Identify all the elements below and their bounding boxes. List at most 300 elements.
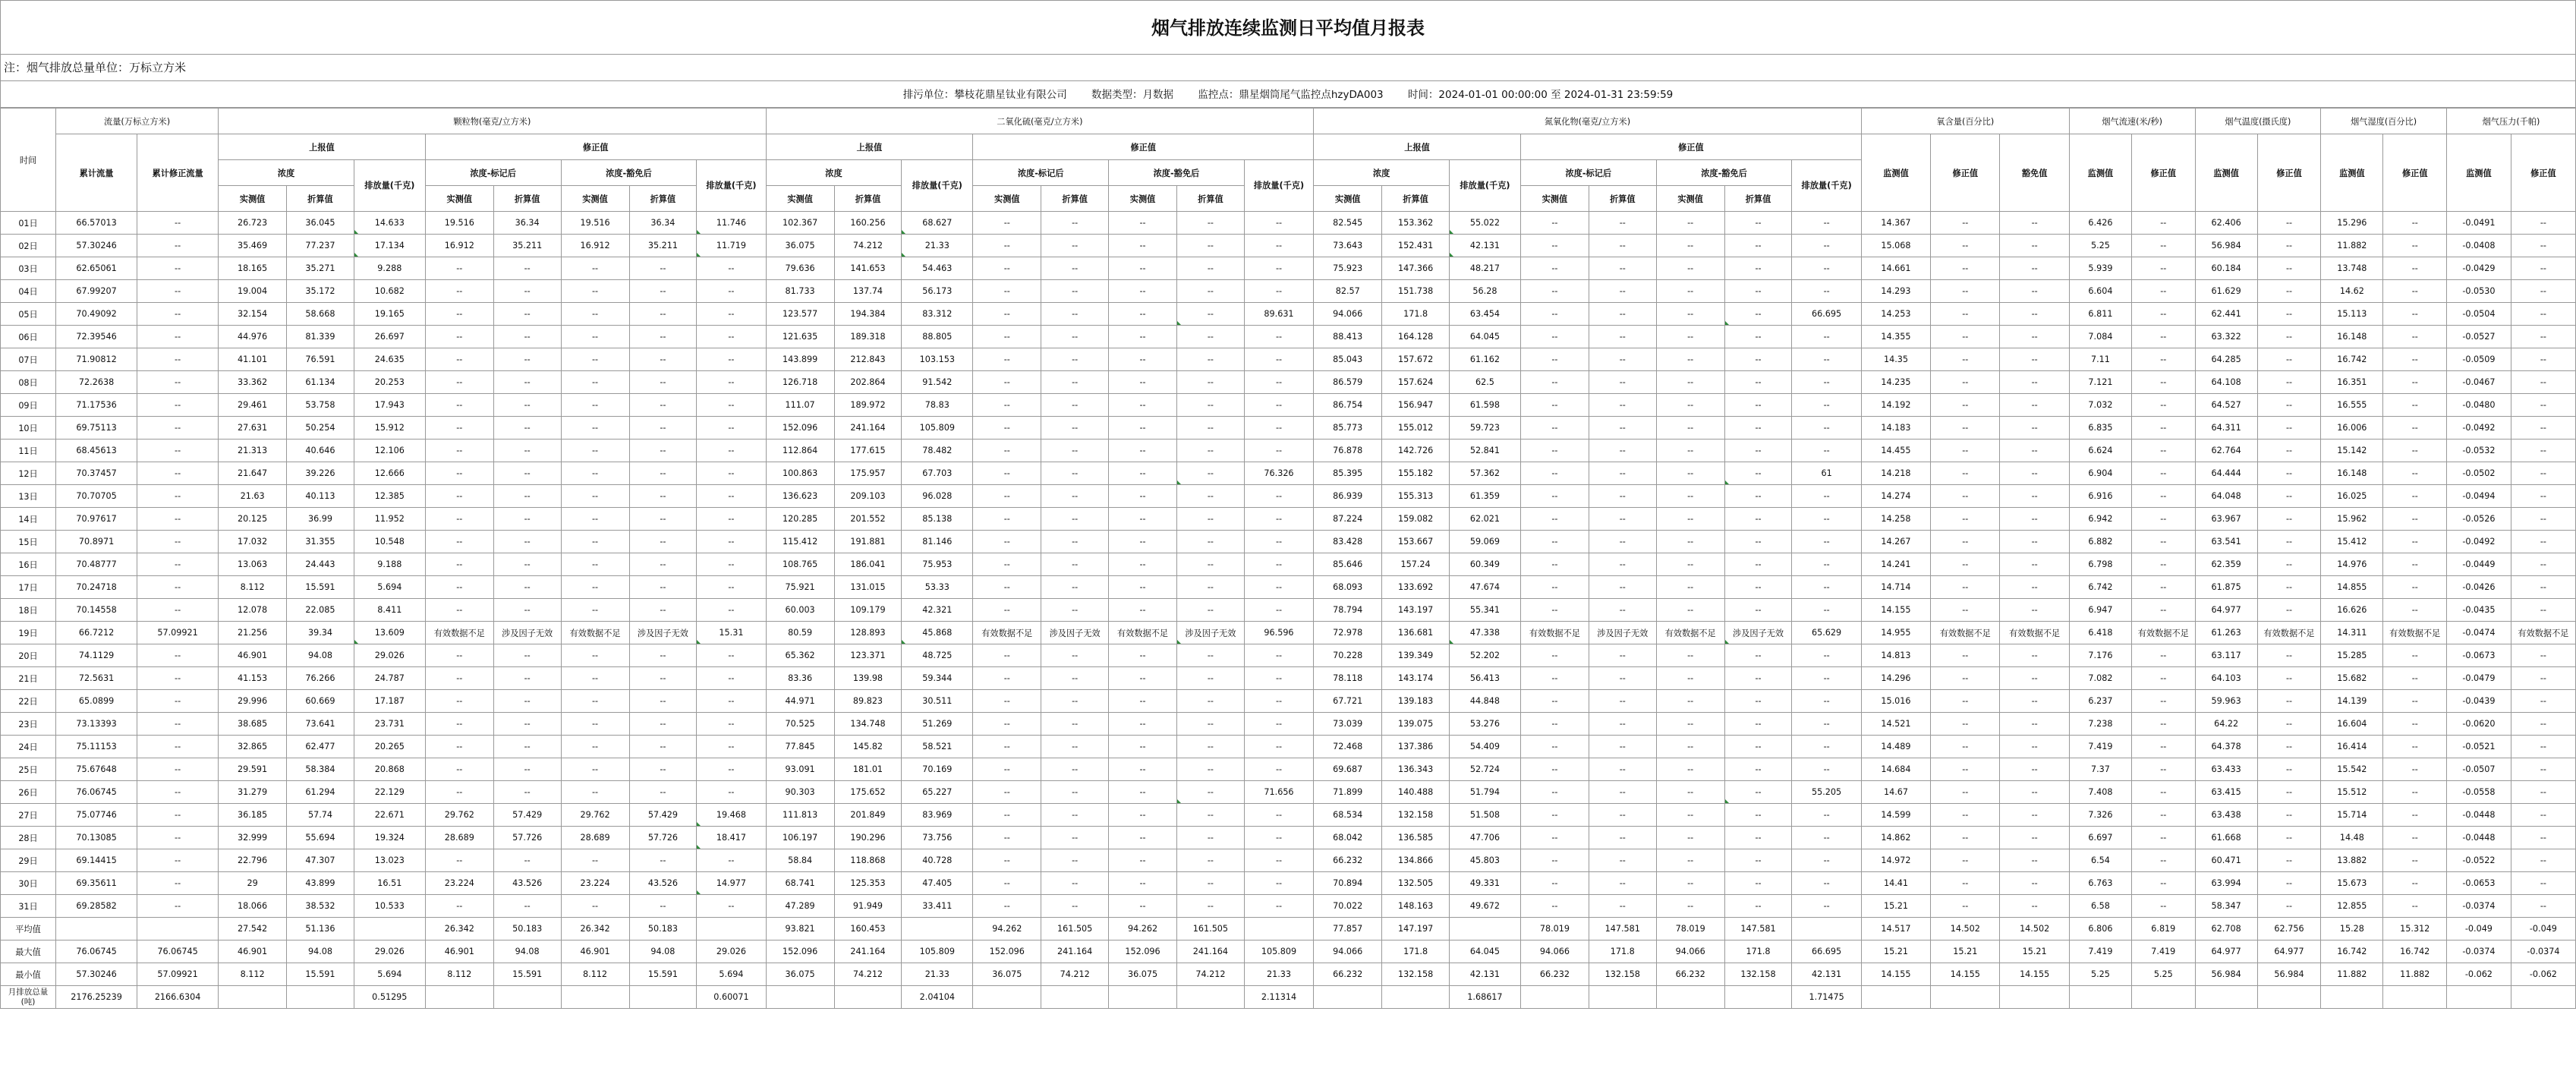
value-cell: 涉及因子无效: [629, 622, 697, 644]
value-cell: --: [1041, 872, 1109, 895]
table-row: [1, 531, 2576, 553]
value-cell: -0.062: [2511, 963, 2575, 986]
value-cell: 74.212: [1177, 963, 1245, 986]
table-row: [1, 872, 2576, 895]
value-cell: --: [1109, 303, 1177, 326]
value-cell: --: [2000, 303, 2069, 326]
value-cell: 57.09921: [137, 963, 219, 986]
value-cell: --: [2257, 895, 2321, 918]
value-cell: 67.721: [1314, 690, 1382, 713]
value-cell: 63.438: [2195, 804, 2257, 827]
value-cell: 44.976: [219, 326, 287, 348]
value-cell: 66.7212: [56, 622, 137, 644]
value-cell: 64.977: [2195, 599, 2257, 622]
value-cell: --: [2000, 713, 2069, 736]
value-cell: 75.11153: [56, 736, 137, 758]
value-cell: --: [561, 644, 629, 667]
value-cell: --: [2511, 644, 2575, 667]
value-cell: --: [973, 713, 1041, 736]
value-cell: --: [2132, 872, 2196, 895]
value-cell: 14.139: [2321, 690, 2383, 713]
value-cell: 14.235: [1861, 371, 1930, 394]
report-info-bar: [0, 80, 2576, 108]
value-cell: 201.849: [834, 804, 902, 827]
value-cell: 11.882: [2321, 963, 2383, 986]
value-cell: --: [561, 849, 629, 872]
value-cell: 60.669: [287, 690, 354, 713]
value-cell: --: [2511, 667, 2575, 690]
value-cell: 24.443: [287, 553, 354, 576]
value-cell: --: [1656, 849, 1724, 872]
value-cell: 171.8: [1589, 940, 1656, 963]
row-label-cell: 25日: [1, 758, 56, 781]
value-cell: 6.882: [2069, 531, 2131, 553]
value-cell: 72.2638: [56, 371, 137, 394]
value-cell: --: [1931, 280, 2000, 303]
value-cell: --: [1041, 348, 1109, 371]
value-cell: 47.307: [287, 849, 354, 872]
value-cell: 64.108: [2195, 371, 2257, 394]
value-cell: 62.021: [1449, 508, 1520, 531]
value-cell: --: [1589, 781, 1656, 804]
header-nox-emission: 排放量(千克): [1449, 160, 1520, 212]
value-cell: --: [1109, 417, 1177, 440]
value-cell: 51.269: [902, 713, 973, 736]
value-cell: --: [1041, 644, 1109, 667]
value-cell: 190.296: [834, 827, 902, 849]
value-cell: 70.169: [902, 758, 973, 781]
value-cell: 20.868: [354, 758, 425, 781]
value-cell: 76.591: [287, 348, 354, 371]
value-cell: 31.355: [287, 531, 354, 553]
value-cell: --: [1244, 849, 1313, 872]
value-cell: --: [2383, 485, 2447, 508]
value-cell: --: [1177, 531, 1245, 553]
value-cell: 136.343: [1382, 758, 1450, 781]
value-cell: 189.972: [834, 394, 902, 417]
header-pm-conc-marked: 浓度-标记后: [425, 160, 561, 186]
value-cell: --: [1589, 713, 1656, 736]
value-cell: 152.431: [1382, 235, 1450, 257]
value-cell: --: [2000, 804, 2069, 827]
header-o2-monitor: 监测值: [1861, 134, 1930, 212]
value-cell: --: [1724, 895, 1792, 918]
value-cell: --: [2257, 303, 2321, 326]
value-cell: 83.428: [1314, 531, 1382, 553]
value-cell: --: [1792, 644, 1861, 667]
value-cell: 61.875: [2195, 576, 2257, 599]
value-cell: 5.939: [2069, 257, 2131, 280]
value-cell: -0.0449: [2447, 553, 2511, 576]
value-cell: 54.463: [902, 257, 973, 280]
value-cell: --: [2257, 599, 2321, 622]
value-cell: --: [1589, 599, 1656, 622]
value-cell: --: [973, 690, 1041, 713]
value-cell: --: [1244, 348, 1313, 371]
value-cell: 147.581: [1589, 918, 1656, 940]
value-cell: --: [561, 280, 629, 303]
value-cell: 62.65061: [56, 257, 137, 280]
value-cell: --: [561, 257, 629, 280]
value-cell: -0.0527: [2447, 326, 2511, 348]
value-cell: --: [697, 690, 766, 713]
value-cell: 94.08: [287, 940, 354, 963]
value-cell: --: [2511, 713, 2575, 736]
value-cell: 62.441: [2195, 303, 2257, 326]
value-cell: --: [1724, 440, 1792, 462]
value-cell: 20.265: [354, 736, 425, 758]
header-humidity-monitor: 监测值: [2321, 134, 2383, 212]
value-cell: --: [1589, 690, 1656, 713]
value-cell: 14.155: [1861, 599, 1930, 622]
value-cell: 14.274: [1861, 485, 1930, 508]
header-time: 时间: [1, 109, 56, 212]
value-cell: --: [2511, 371, 2575, 394]
value-cell: --: [1041, 462, 1109, 485]
value-cell: 7.082: [2069, 667, 2131, 690]
row-label-cell: 21日: [1, 667, 56, 690]
value-cell: --: [1589, 394, 1656, 417]
value-cell: --: [2000, 508, 2069, 531]
value-cell: --: [629, 895, 697, 918]
value-cell: 94.262: [973, 918, 1041, 940]
value-cell: 15.312: [2383, 918, 2447, 940]
value-cell: 61.162: [1449, 348, 1520, 371]
value-cell: --: [2132, 394, 2196, 417]
value-cell: --: [1177, 667, 1245, 690]
value-cell: --: [973, 462, 1041, 485]
value-cell: 91.949: [834, 895, 902, 918]
value-cell: --: [973, 485, 1041, 508]
value-cell: 71.17536: [56, 394, 137, 417]
value-cell: --: [425, 849, 493, 872]
value-cell: --: [1656, 736, 1724, 758]
header-nox-corr-emission: 排放量(千克): [1792, 160, 1861, 212]
value-cell: --: [1589, 371, 1656, 394]
value-cell: 125.353: [834, 872, 902, 895]
value-cell: --: [629, 371, 697, 394]
value-cell: --: [425, 758, 493, 781]
value-cell: 68.093: [1314, 576, 1382, 599]
value-cell: 2166.6304: [137, 986, 219, 1009]
value-cell: --: [1792, 417, 1861, 440]
value-cell: --: [2511, 804, 2575, 827]
value-cell: 60.003: [766, 599, 834, 622]
value-cell: 73.641: [287, 713, 354, 736]
value-cell: 72.39546: [56, 326, 137, 348]
value-cell: --: [629, 758, 697, 781]
value-cell: --: [697, 736, 766, 758]
value-cell: 60.184: [2195, 257, 2257, 280]
value-cell: --: [425, 280, 493, 303]
value-cell: --: [2132, 758, 2196, 781]
value-cell: 186.041: [834, 553, 902, 576]
value-cell: 64.048: [2195, 485, 2257, 508]
value-cell: 35.172: [287, 280, 354, 303]
value-cell: 6.947: [2069, 599, 2131, 622]
value-cell: 15.912: [354, 417, 425, 440]
value-cell: 涉及因子无效: [1177, 622, 1245, 644]
value-cell: 16.912: [561, 235, 629, 257]
value-cell: -0.0492: [2447, 531, 2511, 553]
value-cell: --: [2511, 257, 2575, 280]
value-cell: 55.022: [1449, 212, 1520, 235]
value-cell: --: [2257, 736, 2321, 758]
value-cell: 23.224: [425, 872, 493, 895]
value-cell: --: [2132, 827, 2196, 849]
value-cell: --: [1792, 394, 1861, 417]
value-cell: 152.096: [766, 940, 834, 963]
value-cell: 14.355: [1861, 326, 1930, 348]
value-cell: 14.455: [1861, 440, 1930, 462]
header-nox-corrected: 修正值: [1520, 134, 1861, 160]
value-cell: --: [2383, 736, 2447, 758]
value-cell: 63.967: [2195, 508, 2257, 531]
value-cell: 88.413: [1314, 326, 1382, 348]
value-cell: 66.695: [1792, 940, 1861, 963]
value-cell: 81.339: [287, 326, 354, 348]
value-cell: 134.748: [834, 713, 902, 736]
value-cell: --: [1931, 235, 2000, 257]
value-cell: 136.681: [1382, 622, 1450, 644]
value-cell: 7.419: [2132, 940, 2196, 963]
value-cell: 19.324: [354, 827, 425, 849]
value-cell: 16.912: [425, 235, 493, 257]
header-cum-corr-flow: 累计修正流量: [137, 134, 219, 212]
value-cell: 70.24718: [56, 576, 137, 599]
value-cell: --: [1589, 667, 1656, 690]
value-cell: --: [1177, 348, 1245, 371]
header-pm-corr-emission: 排放量(千克): [697, 160, 766, 212]
value-cell: --: [2511, 781, 2575, 804]
value-cell: 6.237: [2069, 690, 2131, 713]
value-cell: --: [697, 394, 766, 417]
value-cell: --: [1792, 872, 1861, 895]
value-cell: --: [2257, 440, 2321, 462]
value-cell: 73.643: [1314, 235, 1382, 257]
value-cell: --: [137, 553, 219, 576]
value-cell: --: [137, 371, 219, 394]
value-cell: 7.419: [2069, 736, 2131, 758]
value-cell: --: [1109, 235, 1177, 257]
value-cell: 106.197: [766, 827, 834, 849]
value-cell: --: [1177, 576, 1245, 599]
value-cell: 15.285: [2321, 644, 2383, 667]
value-cell: 28.689: [561, 827, 629, 849]
header-velocity: 烟气流速(米/秒): [2069, 109, 2195, 134]
value-cell: 14.267: [1861, 531, 1930, 553]
value-cell: --: [2383, 212, 2447, 235]
value-cell: --: [2000, 553, 2069, 576]
value-cell: 61.598: [1449, 394, 1520, 417]
value-cell: 70.14558: [56, 599, 137, 622]
value-cell: --: [1656, 804, 1724, 827]
value-cell: 105.809: [1244, 940, 1313, 963]
value-cell: --: [1177, 758, 1245, 781]
value-cell: 75.07746: [56, 804, 137, 827]
value-cell: --: [697, 371, 766, 394]
value-cell: --: [1041, 508, 1109, 531]
value-cell: --: [1520, 895, 1589, 918]
value-cell: 57.74: [287, 804, 354, 827]
value-cell: 61.134: [287, 371, 354, 394]
value-cell: 133.692: [1382, 576, 1450, 599]
value-cell: --: [2257, 667, 2321, 690]
value-cell: --: [1041, 257, 1109, 280]
value-cell: [493, 986, 561, 1009]
value-cell: 13.023: [354, 849, 425, 872]
value-cell: 209.103: [834, 485, 902, 508]
value-cell: 15.21: [1861, 895, 1930, 918]
value-cell: [1520, 986, 1589, 1009]
value-cell: --: [2132, 713, 2196, 736]
value-cell: 29.762: [425, 804, 493, 827]
value-cell: --: [1724, 531, 1792, 553]
value-cell: --: [1589, 827, 1656, 849]
value-cell: 6.58: [2069, 895, 2131, 918]
value-cell: --: [2257, 758, 2321, 781]
value-cell: --: [2511, 462, 2575, 485]
value-cell: 70.49092: [56, 303, 137, 326]
value-cell: --: [1520, 690, 1589, 713]
value-cell: -0.0521: [2447, 736, 2511, 758]
value-cell: 14.311: [2321, 622, 2383, 644]
value-cell: --: [2000, 872, 2069, 895]
value-cell: 74.1129: [56, 644, 137, 667]
value-cell: 82.57: [1314, 280, 1382, 303]
value-cell: 46.901: [425, 940, 493, 963]
value-cell: --: [1177, 849, 1245, 872]
value-cell: 14.862: [1861, 827, 1930, 849]
value-cell: 15.512: [2321, 781, 2383, 804]
value-cell: 8.112: [425, 963, 493, 986]
value-cell: 29.026: [697, 940, 766, 963]
value-cell: --: [493, 599, 561, 622]
value-cell: --: [1041, 713, 1109, 736]
value-cell: --: [1520, 872, 1589, 895]
value-cell: --: [2132, 485, 2196, 508]
value-cell: 78.118: [1314, 667, 1382, 690]
value-cell: 16.742: [2321, 348, 2383, 371]
value-cell: --: [561, 781, 629, 804]
value-cell: 94.066: [1656, 940, 1724, 963]
value-cell: 56.173: [902, 280, 973, 303]
value-cell: 11.746: [697, 212, 766, 235]
value-cell: --: [1656, 394, 1724, 417]
value-cell: 88.805: [902, 326, 973, 348]
value-cell: --: [697, 849, 766, 872]
value-cell: 13.882: [2321, 849, 2383, 872]
value-cell: --: [1931, 599, 2000, 622]
header-pm-conc: 浓度: [219, 160, 354, 186]
value-cell: --: [1520, 599, 1589, 622]
value-cell: 15.673: [2321, 872, 2383, 895]
value-cell: 76.06745: [56, 940, 137, 963]
value-cell: 22.085: [287, 599, 354, 622]
value-cell: 69.14415: [56, 849, 137, 872]
header-temp-monitor: 监测值: [2195, 134, 2257, 212]
value-cell: 62.5: [1449, 371, 1520, 394]
value-cell: 8.112: [561, 963, 629, 986]
value-cell: 70.8971: [56, 531, 137, 553]
value-cell: --: [493, 371, 561, 394]
value-cell: 44.848: [1449, 690, 1520, 713]
value-cell: 40.728: [902, 849, 973, 872]
table-row: [1, 895, 2576, 918]
value-cell: --: [1589, 804, 1656, 827]
value-cell: --: [1041, 895, 1109, 918]
value-cell: --: [1656, 531, 1724, 553]
value-cell: --: [1109, 508, 1177, 531]
value-cell: --: [1041, 553, 1109, 576]
value-cell: 241.164: [1177, 940, 1245, 963]
value-cell: --: [1589, 280, 1656, 303]
value-cell: 70.48777: [56, 553, 137, 576]
value-cell: 14.599: [1861, 804, 1930, 827]
value-cell: --: [137, 667, 219, 690]
value-cell: 23.731: [354, 713, 425, 736]
value-cell: 8.112: [219, 963, 287, 986]
value-cell: 36.34: [493, 212, 561, 235]
header-pm-conc-exempt: 浓度-豁免后: [561, 160, 697, 186]
value-cell: --: [973, 781, 1041, 804]
value-cell: --: [561, 440, 629, 462]
value-cell: --: [2257, 235, 2321, 257]
value-cell: --: [629, 690, 697, 713]
value-cell: 13.063: [219, 553, 287, 576]
value-cell: --: [2132, 553, 2196, 576]
value-cell: --: [1792, 576, 1861, 599]
value-cell: 160.256: [834, 212, 902, 235]
value-cell: --: [2257, 690, 2321, 713]
value-cell: --: [2132, 736, 2196, 758]
value-cell: 涉及因子无效: [1724, 622, 1792, 644]
value-cell: [2195, 986, 2257, 1009]
value-cell: -0.0429: [2447, 257, 2511, 280]
value-cell: 14.192: [1861, 394, 1930, 417]
value-cell: -0.0491: [2447, 212, 2511, 235]
value-cell: --: [1656, 212, 1724, 235]
table-row: [1, 667, 2576, 690]
value-cell: --: [1589, 895, 1656, 918]
value-cell: --: [137, 599, 219, 622]
value-cell: --: [1589, 417, 1656, 440]
value-cell: --: [1931, 394, 2000, 417]
value-cell: 有效数据不足: [2000, 622, 2069, 644]
value-cell: [766, 986, 834, 1009]
value-cell: 48.217: [1449, 257, 1520, 280]
value-cell: -0.0479: [2447, 667, 2511, 690]
value-cell: 79.636: [766, 257, 834, 280]
value-cell: --: [1792, 235, 1861, 257]
value-cell: 17.032: [219, 531, 287, 553]
value-cell: --: [1724, 394, 1792, 417]
value-cell: --: [1656, 371, 1724, 394]
value-cell: [2132, 986, 2196, 1009]
value-cell: --: [1656, 827, 1724, 849]
value-cell: 194.384: [834, 303, 902, 326]
value-cell: 14.714: [1861, 576, 1930, 599]
row-label-cell: 30日: [1, 872, 56, 895]
row-label-cell: 17日: [1, 576, 56, 599]
value-cell: --: [1109, 326, 1177, 348]
value-cell: 69.28582: [56, 895, 137, 918]
value-cell: --: [629, 736, 697, 758]
value-cell: --: [2511, 303, 2575, 326]
value-cell: --: [1520, 303, 1589, 326]
value-cell: 64.527: [2195, 394, 2257, 417]
value-cell: 29.026: [354, 644, 425, 667]
